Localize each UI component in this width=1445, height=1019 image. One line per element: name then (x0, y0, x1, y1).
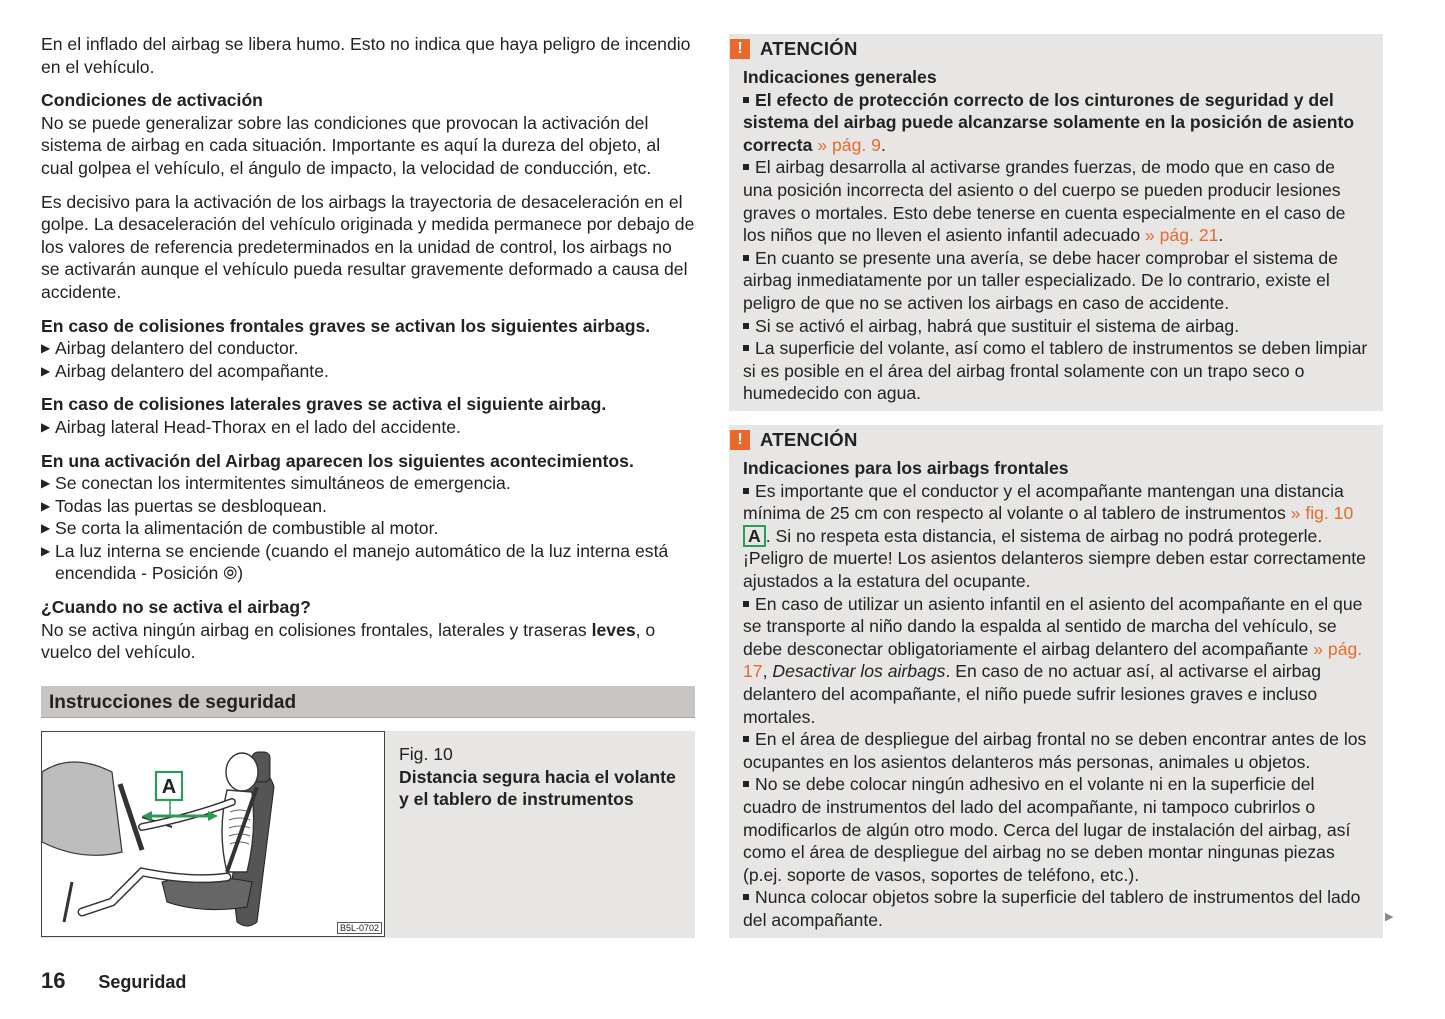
next-page-arrow-icon[interactable]: ▶ (1385, 911, 1394, 923)
bullet-square-icon (743, 736, 749, 742)
bullet-triangle-icon: ▶ (41, 476, 51, 491)
bullet-square-icon (743, 97, 749, 103)
list-item: ▶ Todas las puertas se desbloquean. (41, 495, 327, 516)
list-item: ▶ Se conectan los intermitentes simultáneos de emergencia. (41, 473, 511, 494)
warning-icon: ! (730, 39, 750, 59)
bullet-square-icon (743, 601, 749, 607)
left-column (41, 33, 695, 675)
bullet-square-icon (743, 345, 749, 351)
footer-section: Seguridad (98, 972, 187, 992)
decisive-paragraph: Es decisivo para la activación de los airbags la trayectoria de desaceleración en el golpe. La desaceleración del vehículo originada y medida permanece por debajo de los valores de referencia predeterminados en la unidad de control, los airbags no se activarán aunque el vehículo pueda resultar gravemente deformado a causa del accidente. (41, 191, 695, 302)
figure-10 (41, 731, 695, 938)
warning-bullet: El efecto de protección correcto de los cinturones de seguridad y del sistema del airbag puede alcanzarse solamente en la posición de asiento correcta » pág. 9. (743, 89, 1355, 155)
warning-subtitle: Indicaciones generales (743, 67, 937, 87)
warning-title: ATENCIÓN (760, 37, 858, 59)
warning-bullet: En caso de utilizar un asiento infantil en el asiento del acompañante en el que se transporte al niño dando la espalda al sentido de marcha del vehículo, se debe desconectar obligatoriamente el airbag delantero del acompañante » pág. 17, Desactivar los airbags. En caso de no actuar así, al activarse el airbag delantero del acompañante, el niño puede sufrir lesiones graves e incluso mortales. (743, 593, 1363, 727)
events-section (41, 450, 695, 586)
bullet-square-icon (743, 781, 749, 787)
figure-caption (399, 743, 689, 811)
lateral-section (41, 393, 695, 438)
warning-icon: ! (730, 430, 750, 450)
list-item: ▶ Airbag delantero del acompañante. (41, 360, 329, 381)
warning-box-general (729, 34, 1383, 411)
steering-wheel (120, 784, 142, 850)
warning-bullet: La superficie del volante, así como el tablero de instrumentos se deben limpiar si es posible en el área del airbag frontal solamente con un trapo seco o humedecido con agua. (743, 338, 1368, 404)
figure-code: B5L-0702 (337, 922, 382, 934)
bullet-square-icon (743, 894, 749, 900)
bullet-square-icon (743, 323, 749, 329)
activation-section (41, 89, 695, 179)
occupant-head (226, 753, 258, 791)
no-activation-heading: ¿Cuando no se activa el airbag? (41, 597, 311, 618)
page-footer (41, 970, 186, 994)
warning-header (729, 429, 1369, 451)
seat-distance-illustration (41, 731, 385, 937)
list-item: ▶ Airbag lateral Head-Thorax en el lado del accidente. (41, 416, 461, 437)
page-link[interactable]: » pág. 17 (743, 638, 1363, 682)
driver-seat-diagram (42, 732, 384, 936)
page-link[interactable]: » pág. 9 (812, 134, 881, 155)
bullet-square-icon (743, 488, 749, 494)
warning-bullet: No se debe colocar ningún adhesivo en el volante ni en la superficie del cuadro de instrumentos del lado del acompañante, ni tampoco cubrirlos o modificarlos de algún otro modo. Cerca del lugar de instalación del airbag, así como el área de despliegue del airbag no se deben montar ningunas piezas (p.ej. soporte de vasos, soportes de teléfono, etc.). (743, 774, 1351, 885)
frontal-heading: En caso de colisiones frontales graves se activan los siguientes airbags. (41, 315, 651, 336)
list-item: ▶ Airbag delantero del conductor. (41, 338, 299, 359)
bullet-triangle-icon: ▶ (41, 521, 51, 536)
frontal-section (41, 315, 695, 383)
no-activation-text: No se activa ningún airbag en colisiones frontales, laterales y traseras leves, o vuelco del vehículo. (41, 619, 656, 663)
warning-header (729, 38, 1369, 60)
label-A-ref: A (743, 525, 766, 547)
list-item: ▶ Se corta la alimentación de combustible al motor. (41, 518, 439, 539)
bullet-square-icon (743, 255, 749, 261)
dashboard-shape (42, 762, 122, 855)
activation-text: No se puede generalizar sobre las condiciones que provocan la activación del sistema de airbag en cada situación. Importante es aquí la dureza del objeto, al cual golpea el vehículo, el ángulo de impacto, la velocidad de conducción, etc. (41, 112, 661, 178)
list-item: ▶ La luz interna se enciende (cuando el manejo automático de la luz interna está encendida - Posición ⦾) (41, 540, 669, 584)
warning-bullet: En cuanto se presente una avería, se debe hacer comprobar el sistema de airbag inmediatamente por un taller especializado. De lo contrario, existe el peligro de que no se activen los airbags en caso de accidente. (743, 247, 1338, 313)
bullet-triangle-icon: ▶ (41, 341, 51, 356)
warning-bullet: Es importante que el conductor y el acompañante mantengan una distancia mínima de 25 cm con respecto al volante o al tablero de instrumentos » fig. 10 A . Si no respeta esta distancia, el sistema de airbag no podrá protegerle. ¡Peligro de muerte! Los asientos delanteros siempre deben estar correctamente ajustados a la estatura del ocupante. (743, 480, 1366, 591)
activation-heading: Condiciones de activación (41, 90, 263, 111)
lateral-heading: En caso de colisiones laterales graves se activa el siguiente airbag. (41, 394, 607, 415)
bullet-square-icon (743, 164, 749, 170)
warning-bullet: En el área de despliegue del airbag frontal no se deben encontrar antes de los ocupantes en los asientos delanteros más personas, animales u objetos. (743, 729, 1367, 772)
warning-bullet: Nunca colocar objetos sobre la superficie del tablero de instrumentos del lado del acompañante. (743, 887, 1361, 930)
warning-box-frontal (729, 425, 1383, 938)
intro-paragraph: En el inflado del airbag se libera humo. Esto no indica que haya peligro de incendio en el vehículo. (41, 34, 691, 77)
section-title-bar: Instrucciones de seguridad (41, 686, 695, 718)
figure-caption-text: Distancia segura hacia el volante y el tablero de instrumentos (399, 766, 676, 810)
warning-title: ATENCIÓN (760, 428, 858, 450)
bullet-triangle-icon: ▶ (41, 363, 51, 378)
pedal (64, 882, 72, 922)
warning-subtitle: Indicaciones para los airbags frontales (743, 458, 1069, 478)
warning-bullet: El airbag desarrolla al activarse grandes fuerzas, de modo que en caso de una posición incorrecta del asiento o del cuerpo se pueden producir lesiones graves o mortales. Esto debe tenerse en cuenta especialmente en el caso de los niños que no lleven el asiento infantil adecuado » pág. 21. (743, 157, 1346, 246)
figure-link[interactable]: » fig. 10 (1285, 503, 1354, 524)
events-heading: En una activación del Airbag aparecen los siguientes acontecimientos. (41, 450, 634, 471)
bullet-triangle-icon: ▶ (41, 543, 51, 558)
page-link[interactable]: » pág. 21 (1140, 225, 1219, 246)
warning-bullet: Si se activó el airbag, habrá que sustituir el sistema de airbag. (743, 315, 1369, 338)
figure-number: Fig. 10 (399, 744, 453, 764)
bullet-triangle-icon: ▶ (41, 419, 51, 434)
bullet-triangle-icon: ▶ (41, 498, 51, 513)
label-A: A (161, 776, 177, 798)
no-activation-section (41, 596, 695, 664)
page-number: 16 (41, 968, 66, 993)
